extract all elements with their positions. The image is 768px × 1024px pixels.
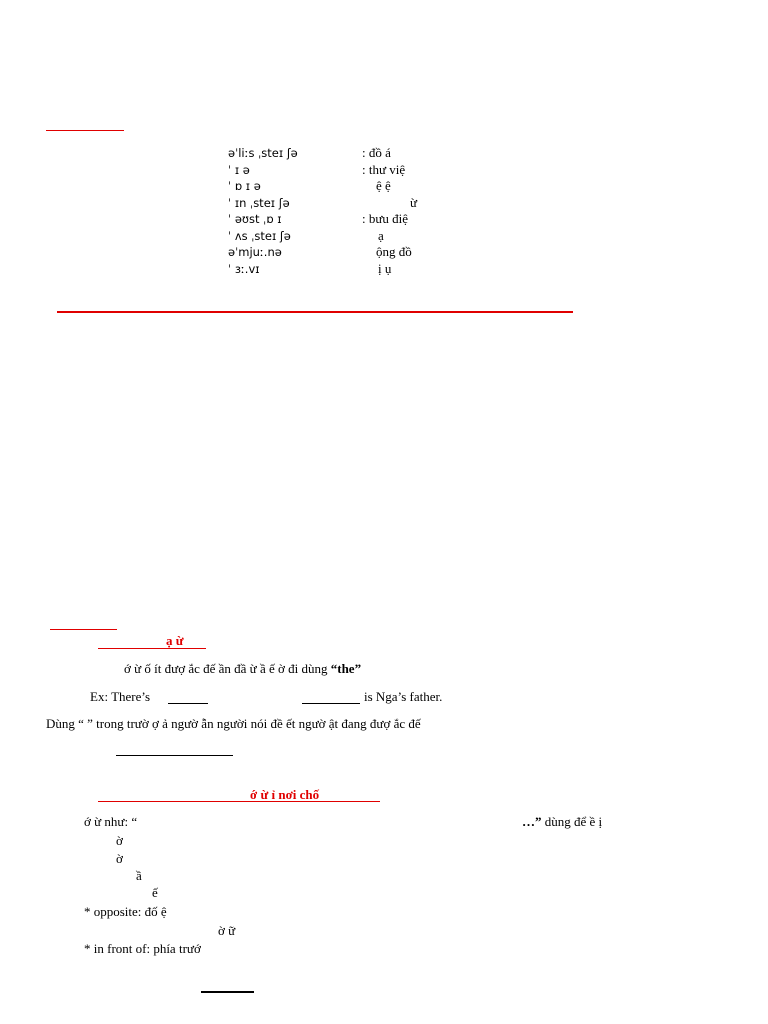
vocab-meaning-7: ộng đồ bbox=[376, 244, 412, 259]
the-keyword: “the” bbox=[330, 661, 362, 676]
grammar-rule-text: ớ ừ ố ít đượ ắc đế ần đầ ừ ầ ế ờ đi dùng bbox=[124, 661, 331, 676]
vocab-meaning-4: ừ bbox=[410, 194, 418, 210]
between-fragment: ờ ữ bbox=[218, 923, 236, 938]
vocab-phonetic-4: ˈ ɪn ˌsteɪ ʃə bbox=[228, 195, 290, 210]
usage-text: Dùng “ ” trong trườ ợ ả ngườ ẫn người nói đề ết ngườ ật đang đượ ắc đế bbox=[46, 716, 421, 731]
example-blank-2 bbox=[302, 703, 360, 704]
example-blank-1 bbox=[168, 703, 208, 704]
example-suffix: is Nga’s father. bbox=[364, 689, 443, 704]
usage-line bbox=[46, 717, 421, 731]
answer-blank-1 bbox=[116, 755, 233, 756]
answer-blank-2 bbox=[201, 991, 254, 993]
prep-fragment-2: ờ bbox=[116, 851, 123, 866]
example-line bbox=[90, 690, 150, 704]
heading-prepositions-text: ớ ừ ỉ nơi chố bbox=[250, 787, 320, 802]
heading-article-underline bbox=[98, 648, 206, 649]
ellipsis-quote: …” bbox=[522, 814, 542, 829]
section-underline-2 bbox=[50, 629, 117, 630]
opposite-line: * opposite: đố ệ bbox=[84, 904, 167, 919]
prep-intro-end-line bbox=[522, 815, 602, 829]
vocab-phonetic-7: əˈmjuː.nə bbox=[228, 245, 282, 259]
heading-prepositions bbox=[250, 788, 319, 802]
prep-fragment-3: ầ bbox=[136, 868, 142, 883]
heading-article bbox=[98, 634, 184, 648]
example-suffix-line bbox=[364, 690, 442, 704]
vocab-meaning-6: ạ bbox=[378, 227, 384, 243]
vocab-phonetic-5: ˈ əʊst ˌɒ ɪ bbox=[228, 212, 282, 226]
prep-intro-end: dùng để ề ị bbox=[541, 814, 603, 829]
in-front-of-line: * in front of: phía trướ bbox=[84, 941, 201, 956]
vocab-meaning-3: ệ ệ bbox=[376, 178, 391, 193]
vocab-phonetic-2: ˈ ɪ ə bbox=[228, 162, 250, 177]
vocab-phonetic-3: ˈ ɒ ɪ ə bbox=[228, 179, 261, 193]
vocab-phonetic-1: əˈliːs ˌsteɪ ʃə bbox=[228, 146, 298, 160]
section-divider bbox=[57, 311, 573, 313]
prep-intro-line bbox=[84, 815, 137, 829]
vocab-meaning-5: : bưu điệ bbox=[362, 211, 409, 226]
grammar-rule-line bbox=[124, 662, 361, 676]
vocab-meaning-2: : thư việ bbox=[362, 161, 406, 177]
vocab-phonetic-8: ˈ ɜː.vɪ bbox=[228, 261, 260, 276]
example-prefix: Ex: There’s bbox=[90, 689, 151, 704]
prep-intro-text: ớ ừ như: “ bbox=[84, 814, 138, 829]
section-underline-1 bbox=[46, 130, 124, 131]
prep-fragment-1: ờ bbox=[116, 833, 123, 848]
heading-prepositions-underline bbox=[98, 801, 380, 802]
vocab-phonetic-6: ˈ ʌs ˌsteɪ ʃə bbox=[228, 228, 291, 243]
prep-fragment-4: ế bbox=[152, 885, 158, 900]
vocab-meaning-8: ị ụ bbox=[378, 260, 392, 276]
vocab-meaning-1: : đồ á bbox=[362, 145, 391, 160]
heading-article-text: ạ ừ bbox=[166, 633, 184, 648]
